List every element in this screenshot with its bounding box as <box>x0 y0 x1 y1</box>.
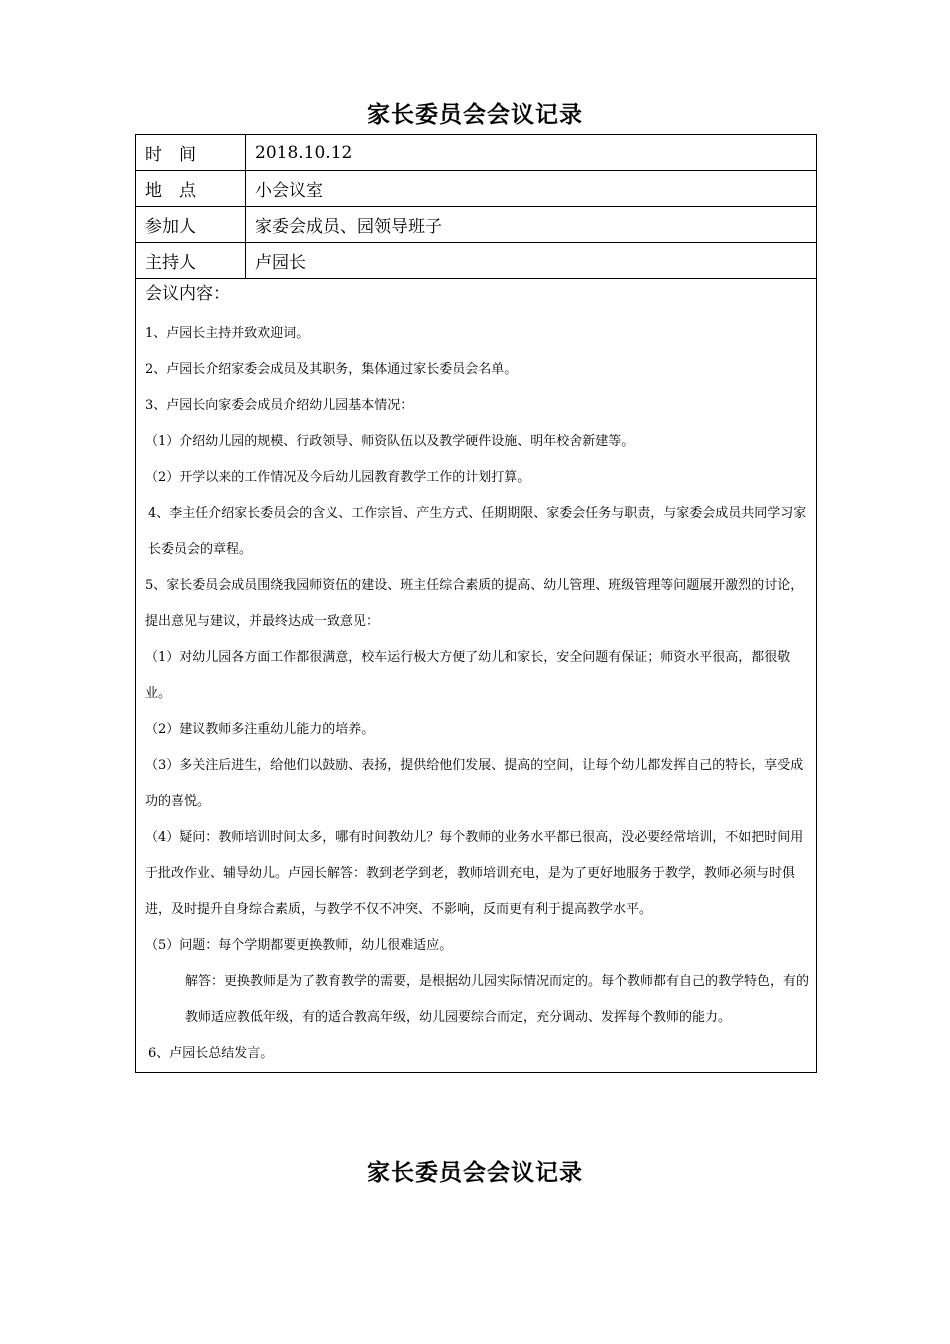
document-title: 家长委员会会议记录 <box>367 101 583 128</box>
next-page-title: 家长委员会会议记录 <box>367 1159 583 1186</box>
row-host <box>136 243 817 279</box>
time-label: 时 间 <box>136 135 246 171</box>
row-attendees <box>136 207 817 243</box>
meeting-content-cell <box>136 279 817 1073</box>
content-paragraph: 5、家长委员会成员围绕我园师资伍的建设、班主任综合素质的提高、幼儿管理、班级管理等问题展开激烈的讨论，提出意见与建议，并最终达成一致意见： <box>145 578 804 629</box>
host-value: 卢园长 <box>246 243 817 279</box>
content-paragraph: 1、卢园长主持并致欢迎词。 <box>145 326 310 341</box>
content-paragraph: 2、卢园长介绍家委会成员及其职务，集体通过家长委员会名单。 <box>145 362 518 377</box>
host-label: 主持人 <box>136 243 246 279</box>
row-time <box>136 135 817 171</box>
content-paragraph: 6、卢园长总结发言。 <box>148 1046 274 1061</box>
row-location <box>136 171 817 207</box>
content-paragraph: （2）开学以来的工作情况及今后幼儿园教育教学工作的计划打算。 <box>145 470 531 485</box>
content-paragraph: 3、卢园长向家委会成员介绍幼儿园基本情况： <box>145 398 414 413</box>
row-content <box>136 279 817 1073</box>
content-header: 会议内容： <box>145 284 230 304</box>
content-paragraph: 解答：更换教师是为了教育教学的需要，是根据幼儿园实际情况而定的。每个教师都有自己的教学特色，有的教师适应教低年级，有的适合教高年级，幼儿园要综合而定，充分调动、发挥每个教师的能力。 <box>185 974 810 1025</box>
location-label: 地 点 <box>136 171 246 207</box>
attendees-label: 参加人 <box>136 207 246 243</box>
content-paragraph: （3）多关注后进生，给他们以鼓励、表扬，提供给他们发展、提高的空间，让每个幼儿都发挥自己的特长，享受成功的喜悦。 <box>145 758 804 809</box>
attendees-value: 家委会成员、园领导班子 <box>246 207 817 243</box>
meeting-record-table <box>135 134 817 1073</box>
content-paragraph: （4）疑问：教师培训时间太多，哪有时间教幼儿？每个教师的业务水平都已很高，没必要经常培训，不如把时间用于批改作业、辅导幼儿。卢园长解答：教到老学到老，教师培训充电，是为了更好地服务于教学，教师必须与时俱进，及时提升自身综合素质，与教学不仅不冲突、不影响，反而更有利于提高教学水平。 <box>145 830 804 917</box>
content-paragraph: （5）问题：每个学期都要更换教师，幼儿很难适应。 <box>145 938 453 953</box>
content-paragraph: 4、李主任介绍家长委员会的含义、工作宗旨、产生方式、任期期限、家委会任务与职责，与家委会成员共同学习家长委员会的章程。 <box>148 506 807 557</box>
content-paragraph: （2）建议教师多注重幼儿能力的培养。 <box>145 722 375 737</box>
location-value: 小会议室 <box>246 171 817 207</box>
content-paragraph: （1）介绍幼儿园的规模、行政领导、师资队伍以及教学硬件设施、明年校舍新建等。 <box>145 434 635 449</box>
time-value: 2018.10.12 <box>246 135 817 171</box>
content-paragraph: （1）对幼儿园各方面工作都很满意，校车运行极大方便了幼儿和家长，安全问题有保证；师资水平很高，都很敬业。 <box>145 650 791 701</box>
